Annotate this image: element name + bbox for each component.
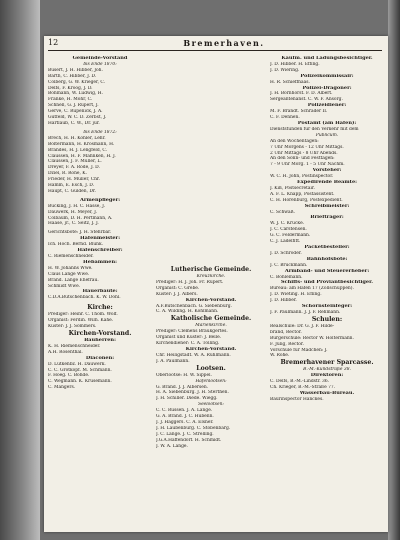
text-line: J. C. Carstensen. [270, 227, 307, 233]
text-line: G. C. Feldermann. [270, 233, 311, 239]
right-column [270, 56, 384, 528]
text-line: M. F. Brandt. Schrader II. [270, 109, 328, 115]
text-line: Küster: J. J. Albers. [156, 291, 198, 297]
section-heading: Postamt (am Hafen): [297, 120, 357, 126]
section-heading: Schornsteinfeger: [301, 304, 353, 310]
text-line: Colbaum, D. H. Pertmann, A. [48, 215, 113, 221]
text-line: Haase, jr., C. Seitz, J. J. [48, 221, 99, 227]
text-line: W. J. C. Krücke. [270, 221, 305, 227]
header-rule [48, 50, 382, 51]
text-line: K. H. Riemenschneider. [48, 343, 101, 349]
text-line: C. H. Horenburg, Postexpedient. [270, 197, 343, 203]
text-line: Schnell, G. J. Rupert, J. [48, 103, 99, 109]
text-line: Gerichtsbote: J. H. Stehrbar. [48, 230, 112, 236]
text-line: A.H. Rosenthal. [48, 349, 83, 355]
section-heading: Lootsen. [196, 364, 226, 372]
text-line: Dziel, R. Rohe, K. [48, 171, 87, 177]
scan-background-top [0, 0, 400, 22]
section-heading: Hafenlootsen: [195, 378, 227, 384]
text-line: J. D. Wiering. [270, 67, 300, 73]
text-line: J. D. Schröder. [270, 250, 302, 256]
text-line: Organist: Ferdin. Wilh. Kahe. [48, 318, 114, 324]
scan-background-right [388, 0, 400, 540]
section-heading: Polizeikommissair: [300, 73, 354, 79]
text-line: Organist: C. Grebe. [156, 285, 200, 291]
text-line: Frieder, H. Müller, Chr. [48, 177, 100, 183]
text-line: brand, Rector. [270, 329, 302, 335]
text-line: J. D. Hibber. [270, 298, 297, 304]
text-line: Prediger: Heinr. C. Thom. Wolf. [48, 312, 118, 318]
text-line: Brand. Lange Ehefrau. [48, 277, 99, 283]
text-line: Prediger: Clemens Braukgertes. [156, 329, 228, 335]
section-heading: Kirchen-Vorstand. [185, 346, 237, 352]
text-line: C. Schwaß. [270, 209, 295, 215]
text-line: Chr. Heiligstadt. W. A. Rühlmann. [156, 352, 231, 358]
text-line: An den Sonn- und Festtagen: [270, 156, 335, 162]
text-line: C. J. Ladelfitt. [270, 239, 301, 245]
section-heading: Bauherren: [84, 337, 116, 343]
section-heading: Kreuzkirche. [196, 274, 226, 279]
section-heading: bis Ende 1870: [83, 61, 117, 67]
text-line: J. Kiß, Postsecretair. [270, 185, 315, 191]
text-line: An den Wochentagen: [270, 138, 319, 144]
section-heading: Marienkirche. [195, 323, 227, 329]
middle-column [156, 56, 266, 528]
section-heading: Kirche: [87, 304, 113, 312]
text-line: H. W. Johanns Wwe. [48, 265, 93, 271]
text-line: J. F. Paulmann. J. J. F. Rehmann. [270, 309, 341, 315]
text-line: Brandes, H. J. Lengfeld, C. [48, 147, 108, 153]
text-line: J. D. Hibber. H. Effing. [270, 61, 320, 67]
text-line: C. Wegmann. K. Krusemann. [48, 379, 112, 385]
section-heading: Hafenschreiber: [77, 248, 123, 254]
text-line: Bürgerschule: Rector W. Holtermann. [270, 335, 354, 341]
section-heading: Lutherische Gemeinde. [170, 266, 252, 273]
section-heading: Armband- und Steuererheber: [284, 268, 370, 274]
section-heading: Kaufm. und Ladungsbesichtiger. [281, 56, 373, 61]
text-line: F. Jülig, Rector. [270, 341, 304, 347]
section-heading: Gemeinde-Vorstand [72, 56, 128, 61]
section-heading: Seelootsen: [198, 402, 224, 408]
text-line: Küster: J. J. Sommers. [48, 324, 97, 330]
text-line: F. Hoeg. C. Bohde. [48, 373, 90, 379]
text-line: C. Delfs, B.-M.-Lindstr. 36. [270, 379, 330, 385]
text-line: A.F.Bütschenbach. G. Siebenburg. [156, 303, 232, 309]
text-line: J. J. Haggers. C. A. Elsner. [156, 419, 214, 425]
text-line: H. R. Schieffhaas. [270, 79, 310, 85]
section-heading: Bremerhavener Sparcasse. [280, 359, 374, 367]
text-line: Gerve, C. Rupenick, J. A. [48, 109, 103, 115]
text-line: J. D. Wieting. H. Efling. [270, 292, 322, 298]
text-line: Barth, C. Hibber, J. D. [48, 73, 97, 79]
text-line: Baurinspector Hanckes. [270, 396, 324, 402]
text-line: C. C. Grotkopf. M. Schmann. [48, 367, 112, 373]
text-line: J. W. A. Lange. [156, 443, 188, 449]
text-line: A. F. L. Knapp, Postassistent. [270, 191, 335, 197]
text-line: Bücking, J. H. C. Hasse, J. [48, 203, 105, 209]
section-heading: Armenpfleger: [79, 197, 121, 203]
text-line: J.G.A.Haffendorf. H. Schmidt. [156, 437, 222, 443]
text-line: Haupt, C. Gulden, Dr. [48, 188, 96, 194]
text-line: Vorschule für Mädchen: J. [270, 347, 328, 353]
text-line: Ich. Hoch. Bernd. Blunk. [48, 242, 104, 248]
section-heading: Schreibmeister: [304, 203, 350, 209]
text-line: Franke, H. Mohr, C. [48, 97, 93, 103]
section-heading: Direktoren: [310, 373, 344, 379]
section-heading: Polizeidiener: [307, 103, 347, 109]
text-line: W. Rohe. [270, 353, 290, 359]
section-heading: Vorsteher: [312, 168, 342, 174]
text-line: Oberlootse: H. W. Sippel. [156, 372, 212, 378]
text-line: C. Riemenschneider. [48, 254, 94, 259]
text-line: H. A. Siebenburg. J. H. Sterthen. [156, 390, 229, 396]
text-line: 7 Uhr Morgens - 12 Uhr Mittags. [270, 144, 344, 150]
text-line: G. A. Brand. J. C. Hubenn. [156, 414, 214, 420]
running-title: Bremerhaven. [183, 38, 265, 48]
section-heading: B.-M.-Kundstraße 38. [303, 367, 351, 373]
text-line: C. C. Rüssen. J. A. Lange. [156, 408, 213, 414]
text-line: Claus Lange Wwe. [48, 271, 90, 277]
text-line: Dreyer, F. A. Rode, J. D. [48, 165, 100, 171]
section-heading: Diaconen: [85, 355, 115, 361]
section-heading: Hebammen: [83, 259, 117, 265]
spacer [156, 56, 266, 266]
text-line: Organist und Küster: J. Belle. [156, 335, 222, 341]
text-line: Gutfeld, W. C. D. Zerbst, J. [48, 115, 107, 121]
text-line: Sergeantenanst. C. W. F. Ansorg. [270, 97, 343, 103]
text-line: J. H. Schiller. Diede. Wiegg. [156, 396, 218, 402]
book-spine-shadow [0, 0, 40, 540]
text-line: C. Mangers. [48, 385, 76, 391]
text-line: J. C. Lange. J. C. Strelling. [156, 431, 214, 437]
text-line: Colberg, G. W. Krieger, C. [48, 79, 105, 85]
section-heading: Publicum. [315, 132, 339, 138]
text-line: Brech, H. H. Köhler, Lehr. [48, 135, 106, 141]
text-line: Ch. Krieger, B.-M.-Straße 77. [270, 385, 336, 391]
text-line: C. A. Wilding. H. Kohlmann. [156, 309, 219, 315]
section-heading: Schiffs- und Proviantbesichtiger. [280, 280, 374, 286]
text-line: Hartlaub, C. W., Dr. jur. [48, 120, 100, 126]
text-line: Claussen, J. F. Müller, L. [48, 159, 102, 165]
text-line: Busert, J. H. Hibber, Joh. [48, 67, 103, 73]
text-line: C. Bohlemann. [270, 274, 303, 280]
text-line: Prediger: H. J. Joh. Fr. Rupert. [156, 279, 224, 285]
section-heading: Expedirende Beamte: [296, 180, 357, 186]
section-heading: Bahnhofsbote: [306, 256, 348, 262]
section-heading: Wasserbau-Büreau. [299, 390, 355, 396]
text-line: G. Brand. J. J. Albersen. [156, 384, 209, 390]
text-line: C. F. Dennen. [270, 115, 300, 121]
text-line: Hamm, E. Esch, J. D. [48, 183, 95, 189]
text-line: 2 Uhr Mittags - 8 Uhr Abends. [270, 150, 338, 156]
text-line: J. A. Paulmann. [156, 358, 190, 364]
text-line: Bohmann, W. Ludwig, H. [48, 91, 104, 97]
text-line: J. H. Bornhorst. F. D. Albert. [270, 91, 333, 97]
section-heading: Packetbesteller: [304, 245, 350, 250]
section-heading: Kirchen-Vorstand. [185, 297, 237, 303]
section-heading: bis Ende 1872: [83, 129, 117, 135]
section-heading: Schulen: [311, 315, 343, 323]
text-line: Dauwerk, H. Meyer, J. [48, 209, 97, 215]
text-line: W. C. H. John, Postinspector. [270, 174, 334, 180]
section-heading: Polizei-Dragoner: [302, 85, 352, 91]
text-line: Boltermann, H. Krosmann, H. [48, 141, 115, 147]
text-line: Delfs, F. Kroog, J. D. [48, 85, 93, 91]
section-heading: Katholische Gemeinde. [170, 315, 252, 323]
section-heading: Hauerbaute: [82, 289, 118, 295]
text-line: C.D.A.Bütschenbach. K. W. Dohl. [48, 295, 121, 301]
section-heading: Kirchen-Vorstand. [68, 329, 132, 337]
section-heading: Hafenmeister: [79, 236, 121, 242]
text-line: Realschule: Dr. G. J. F. Hilde- [270, 323, 335, 329]
left-column [48, 56, 152, 528]
document-page [44, 36, 388, 532]
text-line: J. C. Bruckmann. [270, 262, 308, 268]
text-line: J. H. Laubenburg. C. Stobenbarg. [156, 425, 231, 431]
text-line: Claussen, H. F. Mahnken, H. J. [48, 153, 116, 159]
text-line: Kirchendiener: C. A. Tölling. [156, 341, 220, 347]
text-line: Schmidt Wwe. [48, 283, 81, 289]
text-line: 7 - 9 Uhr Morg. 1 - 5 Uhr Nachm. [270, 162, 345, 168]
text-line: D. Lütkenbz. H. Dauwerk. [48, 361, 106, 367]
text-line: Bureau: am Hafen 17 (Zollschuppen). [270, 286, 354, 292]
page-number: 12 [48, 38, 59, 47]
section-heading: Briefträger: [310, 215, 344, 221]
text-line: Dienststunden für den Verkehr mit dem [270, 126, 359, 132]
